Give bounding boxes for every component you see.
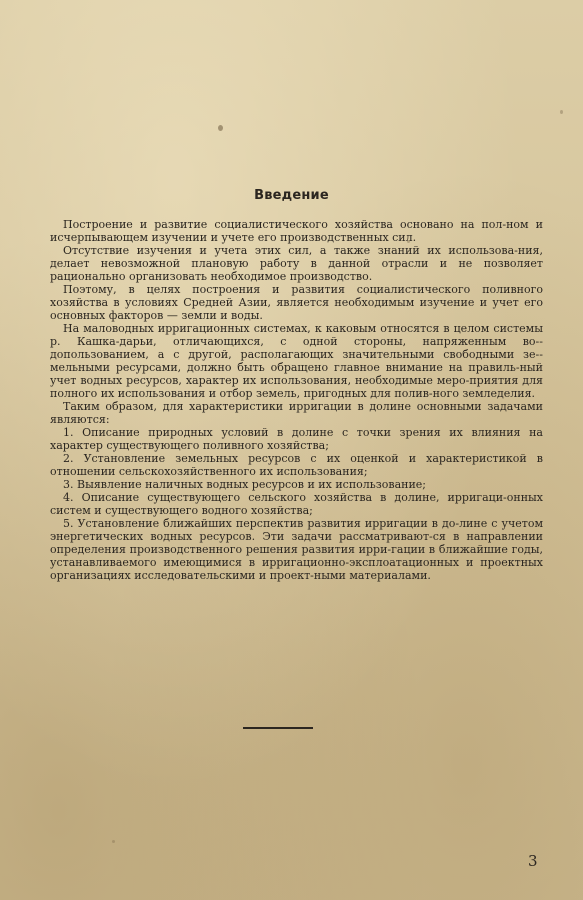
paper-spot	[560, 110, 563, 114]
paragraph: На маловодных ирригационных системах, к каковым относятся в целом системы р. Кашка-дарьи, отличающихся, с одной стороны, напряженным во-допользованием, а с другой, располагающих значительными свободными зе-мельными ресурсами, должно быть обращено главное внимание на правиль-ный учет водных ресурсов, характер их использования, необходимые меро-приятия для полного их использования и отбор земель, пригодных для полив-ного земледелия.	[50, 322, 543, 400]
list-item: 3. Выявление наличных водных ресурсов и их использование;	[63, 478, 427, 491]
page-number: 3	[528, 852, 538, 870]
list-item: 1. Описание природных условий в долине с точки зрения их влияния на характер существующего поливного хозяйства;	[50, 426, 543, 452]
paragraph: Отсутствие изучения и учета этих сил, а также знаний их использова-ния, делает невозможной плановую работу в данной отрасли и не позволяет рационально организовать необходимое производство.	[50, 244, 543, 283]
page-title: Введение	[254, 188, 329, 203]
list-item: 4. Описание существующего сельского хозяйства в долине, ирригаци-онных систем и существующего водного хозяйства;	[50, 491, 543, 517]
list-item: 2. Установление земельных ресурсов с их оценкой и характеристикой в отношении сельскохозяйственного их использования;	[50, 452, 543, 478]
paragraph: Таким образом, для характеристики ирригации в долине основными задачами являются:	[50, 400, 543, 426]
list-item: 5. Установление ближайших перспектив развития ирригации в до-лине с учетом энергетических водных ресурсов. Эти задачи рассматривают-ся в направлении определения производственного решения развития ирри-гации в ближайшие годы, устанавливаемого имеющимися в ирригационно-эксплоатационных и проектных организациях исследовательскими и проект-ными материалами.	[50, 517, 543, 582]
paper-spot	[218, 125, 223, 131]
paper-spot	[112, 840, 115, 843]
paragraph: Поэтому, в целях построения и развития социалистического поливного хозяйства в условиях Средней Азии, является необходимым изучение и учет его основных факторов — земли и воды.	[50, 283, 543, 322]
paragraph: Построение и развитие социалистического хозяйства основано на пол-ном и исчерпывающем изучении и учете его производственных сил.	[50, 218, 543, 244]
body-text	[50, 218, 543, 582]
section-divider	[243, 727, 313, 729]
